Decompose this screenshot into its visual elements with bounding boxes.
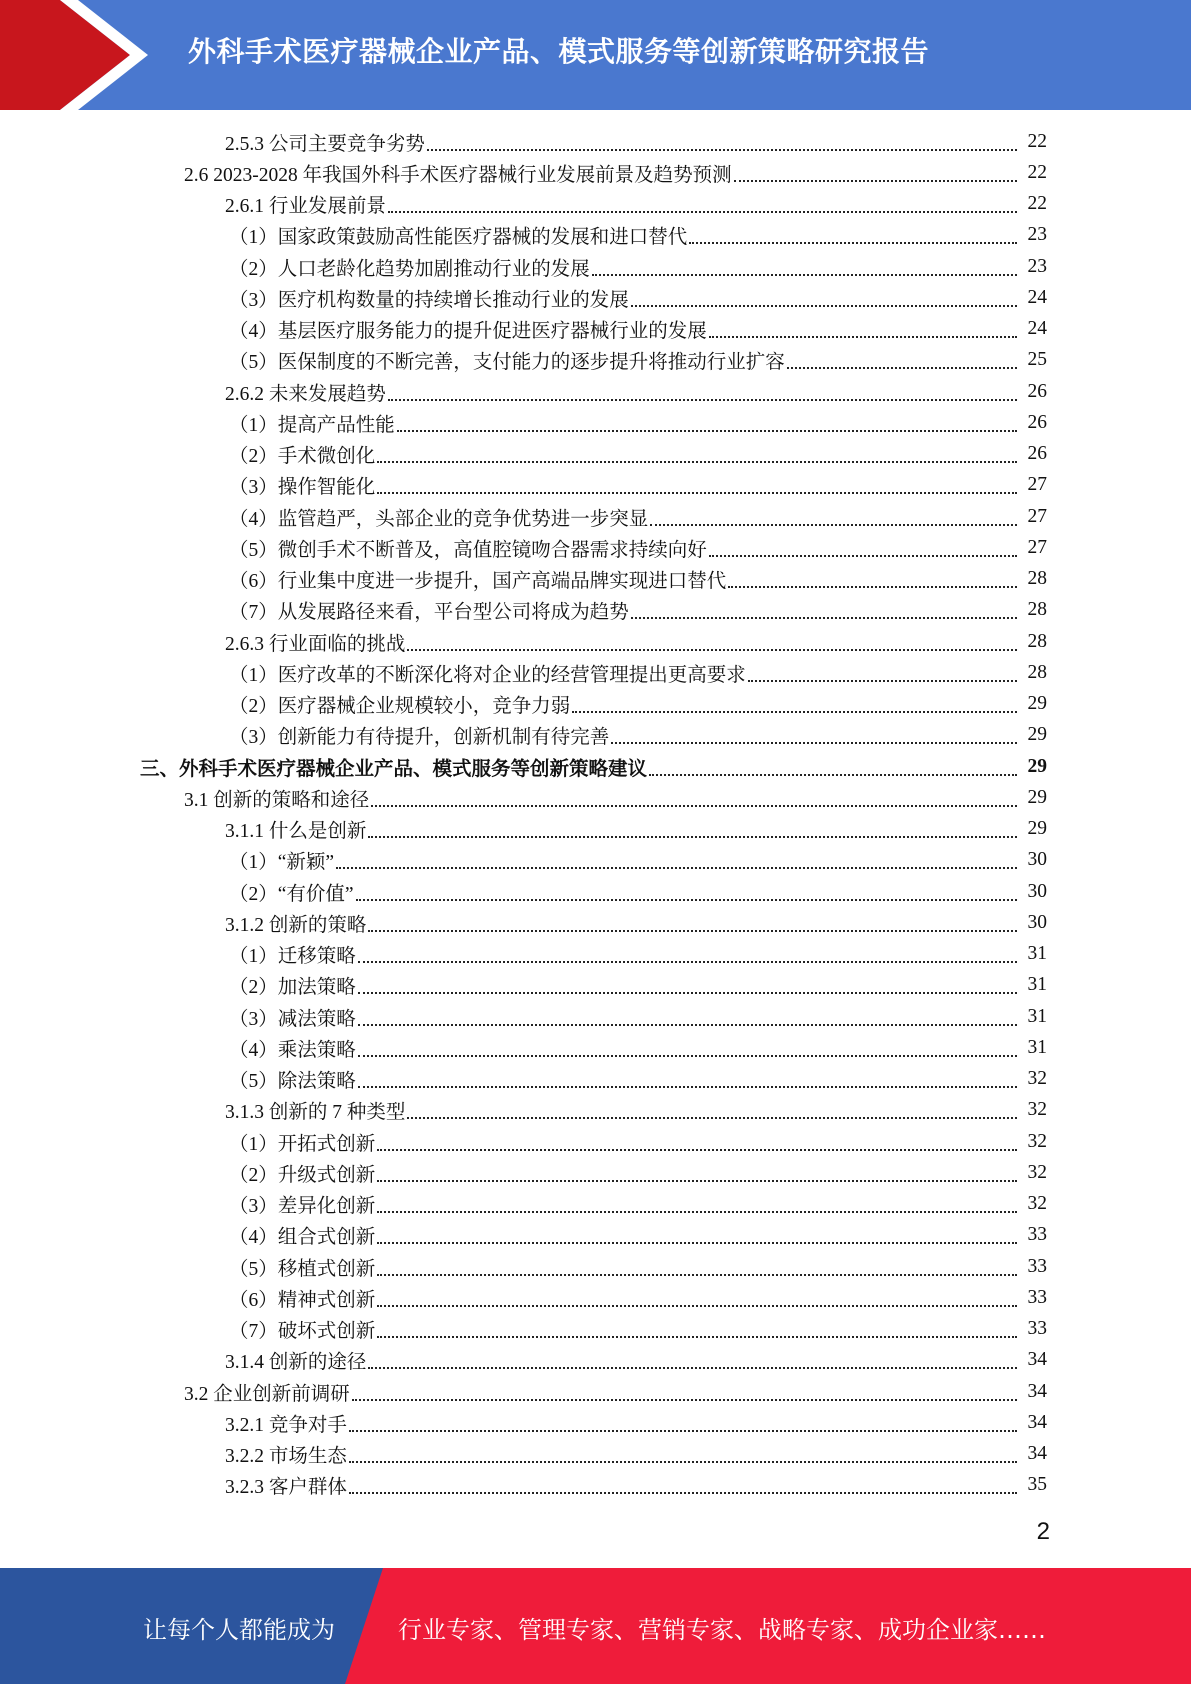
toc-dot-leader: [358, 972, 1017, 994]
toc-dot-leader: [592, 254, 1017, 276]
toc-entry[interactable]: [0, 1439, 1191, 1470]
toc-entry[interactable]: [0, 376, 1191, 407]
toc-entry-title: （7）从发展路径来看，平台型公司将成为趋势: [229, 602, 629, 624]
toc-entry-page: 30: [1027, 911, 1047, 933]
toc-dot-leader: [407, 1097, 1017, 1119]
toc-entry-page: 27: [1027, 505, 1047, 527]
toc-entry-title: 3.2 企业创新前调研: [184, 1383, 350, 1405]
toc-dot-leader: [427, 129, 1017, 151]
toc-entry[interactable]: [0, 470, 1191, 501]
toc-entry-page: 23: [1027, 224, 1047, 246]
toc-entry-page: 29: [1027, 786, 1047, 808]
toc-entry-title: （2）人口老龄化趋势加剧推动行业的发展: [229, 258, 590, 280]
toc-entry-title: （5）微创手术不断普及，高值腔镜吻合器需求持续向好: [229, 539, 707, 561]
toc-entry-title: 3.1.2 创新的策略: [225, 914, 367, 936]
toc-entry[interactable]: [0, 626, 1191, 657]
toc-entry-title: （2）手术微创化: [229, 446, 376, 468]
toc-entry-title: （1）迁移策略: [229, 946, 356, 968]
toc-entry-page: 27: [1027, 474, 1047, 496]
toc-entry-page: 24: [1027, 286, 1047, 308]
toc-dot-leader: [349, 1441, 1017, 1463]
toc-entry-page: 34: [1027, 1349, 1047, 1371]
toc-entry[interactable]: [0, 689, 1191, 720]
toc-entry-page: 25: [1027, 349, 1047, 371]
toc-entry-title: 3.1.3 创新的 7 种类型: [225, 1102, 406, 1124]
toc-dot-leader: [358, 1035, 1017, 1057]
toc-entry-page: 26: [1027, 443, 1047, 465]
toc-entry-title: （5）除法策略: [229, 1071, 356, 1093]
toc-entry-page: 34: [1027, 1411, 1047, 1433]
toc-entry[interactable]: [0, 157, 1191, 188]
toc-entry-title: （4）乘法策略: [229, 1039, 356, 1061]
toc-entry-page: 29: [1027, 724, 1047, 746]
toc-entry-title: （1）提高产品性能: [229, 414, 395, 436]
toc-entry[interactable]: [0, 1407, 1191, 1438]
toc-entry[interactable]: [0, 1032, 1191, 1063]
toc-entry[interactable]: [0, 845, 1191, 876]
toc-dot-leader: [748, 660, 1017, 682]
toc-dot-leader: [377, 1285, 1017, 1307]
toc-entry-page: 31: [1027, 974, 1047, 996]
toc-entry-title: 3.1.4 创新的途径: [225, 1352, 367, 1374]
footer-slogan-right: 行业专家、管理专家、营销专家、战略专家、成功企业家……: [398, 1616, 1046, 1644]
toc-entry[interactable]: [0, 1470, 1191, 1501]
toc-dot-leader: [356, 879, 1017, 901]
toc-entry-page: 29: [1027, 693, 1047, 715]
toc-entry[interactable]: [0, 782, 1191, 813]
toc-entry-title: 3.1 创新的策略和途径: [184, 789, 370, 811]
toc-dot-leader: [388, 379, 1017, 401]
toc-dot-leader: [358, 1004, 1017, 1026]
toc-entry-title: （4）监管趋严，头部企业的竞争优势进一步突显: [229, 508, 649, 530]
toc-entry[interactable]: [0, 1376, 1191, 1407]
toc-entry-page: 28: [1027, 568, 1047, 590]
toc-entry-page: 29: [1027, 818, 1047, 840]
toc-dot-leader: [349, 1472, 1017, 1494]
page-number: 2: [1036, 1518, 1050, 1545]
toc-entry-page: 22: [1027, 193, 1047, 215]
toc-entry[interactable]: [0, 1345, 1191, 1376]
toc-entry-title: 2.6.1 行业发展前景: [225, 196, 386, 218]
toc-entry-page: 35: [1027, 1474, 1047, 1496]
toc-entry-title: （1）国家政策鼓励高性能医疗器械的发展和进口替代: [229, 227, 688, 249]
toc-entry[interactable]: [0, 1157, 1191, 1188]
toc-entry[interactable]: [0, 251, 1191, 282]
toc-entry[interactable]: [0, 1126, 1191, 1157]
toc-dot-leader: [368, 816, 1017, 838]
toc-entry-title: 2.6 2023-2028 年我国外科手术医疗器械行业发展前景及趋势预测: [184, 164, 732, 186]
toc-entry[interactable]: [0, 126, 1191, 157]
toc-dot-leader: [377, 1316, 1017, 1338]
toc-entry-page: 30: [1027, 880, 1047, 902]
toc-entry-title: 3.1.1 什么是创新: [225, 821, 367, 843]
toc-entry-title: （2）升级式创新: [229, 1164, 376, 1186]
table-of-contents: [0, 126, 1191, 1501]
toc-entry-title: （3）差异化创新: [229, 1196, 376, 1218]
toc-dot-leader: [377, 472, 1017, 494]
toc-entry[interactable]: [0, 1282, 1191, 1313]
toc-dot-leader: [377, 1129, 1017, 1151]
toc-entry-title: （4）基层医疗服务能力的提升促进医疗器械行业的发展: [229, 321, 707, 343]
toc-entry-title: （1）医疗改革的不断深化将对企业的经营管理提出更高要求: [229, 664, 746, 686]
toc-dot-leader: [407, 629, 1017, 651]
toc-entry-page: 34: [1027, 1380, 1047, 1402]
toc-entry[interactable]: [0, 345, 1191, 376]
toc-dot-leader: [358, 1066, 1017, 1088]
toc-entry[interactable]: [0, 407, 1191, 438]
toc-entry-page: 22: [1027, 130, 1047, 152]
toc-dot-leader: [377, 1191, 1017, 1213]
toc-entry[interactable]: [0, 1095, 1191, 1126]
toc-dot-leader: [728, 566, 1017, 588]
toc-entry[interactable]: [0, 1189, 1191, 1220]
toc-entry-title: （2）医疗器械企业规模较小，竞争力弱: [229, 696, 571, 718]
toc-entry-page: 26: [1027, 380, 1047, 402]
toc-entry-title: （1）“新颖”: [229, 852, 335, 874]
toc-entry[interactable]: [0, 1314, 1191, 1345]
toc-entry-page: 32: [1027, 1161, 1047, 1183]
toc-entry-title: （5）移植式创新: [229, 1258, 376, 1280]
toc-dot-leader: [649, 754, 1017, 776]
toc-dot-leader: [631, 285, 1017, 307]
toc-entry-title: 3.2.1 竞争对手: [225, 1414, 347, 1436]
toc-entry[interactable]: [0, 595, 1191, 626]
toc-entry[interactable]: [0, 970, 1191, 1001]
toc-dot-leader: [358, 941, 1017, 963]
toc-entry-title: 3.2.3 客户群体: [225, 1477, 347, 1499]
toc-entry[interactable]: [0, 314, 1191, 345]
toc-entry-page: 33: [1027, 1224, 1047, 1246]
toc-entry-page: 32: [1027, 1068, 1047, 1090]
toc-entry-page: 33: [1027, 1318, 1047, 1340]
toc-dot-leader: [709, 316, 1017, 338]
toc-entry[interactable]: [0, 1251, 1191, 1282]
toc-dot-leader: [709, 535, 1017, 557]
toc-entry-title: （1）开拓式创新: [229, 1133, 376, 1155]
toc-dot-leader: [388, 191, 1017, 213]
toc-entry-page: 33: [1027, 1255, 1047, 1277]
toc-entry[interactable]: [0, 564, 1191, 595]
toc-dot-leader: [377, 441, 1017, 463]
toc-entry[interactable]: [0, 876, 1191, 907]
toc-entry[interactable]: [0, 439, 1191, 470]
toc-dot-leader: [397, 410, 1017, 432]
toc-entry[interactable]: [0, 1001, 1191, 1032]
toc-dot-leader: [336, 847, 1017, 869]
toc-entry-title: （2）加法策略: [229, 977, 356, 999]
toc-entry-page: 31: [1027, 943, 1047, 965]
toc-entry-title: 3.2.2 市场生态: [225, 1446, 347, 1468]
toc-dot-leader: [349, 1410, 1017, 1432]
toc-dot-leader: [787, 347, 1017, 369]
toc-entry-page: 31: [1027, 1005, 1047, 1027]
toc-entry[interactable]: [0, 907, 1191, 938]
toc-entry-page: 29: [1027, 755, 1047, 777]
toc-entry-title: （3）创新能力有待提升，创新机制有待完善: [229, 727, 610, 749]
toc-entry-title: 2.6.2 未来发展趋势: [225, 383, 386, 405]
page-header: [0, 0, 1191, 110]
toc-entry[interactable]: [0, 751, 1191, 782]
toc-entry-page: 28: [1027, 599, 1047, 621]
toc-entry-title: （4）组合式创新: [229, 1227, 376, 1249]
toc-entry-title: （6）行业集中度进一步提升，国产高端品牌实现进口替代: [229, 571, 727, 593]
toc-entry-page: 33: [1027, 1286, 1047, 1308]
toc-dot-leader: [368, 910, 1017, 932]
toc-entry[interactable]: [0, 220, 1191, 251]
toc-entry-title: 2.6.3 行业面临的挑战: [225, 633, 406, 655]
toc-entry-page: 28: [1027, 630, 1047, 652]
page-footer: [0, 1568, 1191, 1684]
toc-entry-page: 28: [1027, 661, 1047, 683]
toc-dot-leader: [352, 1379, 1017, 1401]
toc-entry[interactable]: [0, 282, 1191, 313]
toc-entry-title: （7）破坏式创新: [229, 1321, 376, 1343]
toc-entry-page: 23: [1027, 255, 1047, 277]
toc-entry-page: 34: [1027, 1443, 1047, 1465]
toc-dot-leader: [377, 1222, 1017, 1244]
toc-entry-page: 31: [1027, 1036, 1047, 1058]
toc-entry-page: 30: [1027, 849, 1047, 871]
toc-entry-title: （3）操作智能化: [229, 477, 376, 499]
toc-entry-title: 三、外科手术医疗器械企业产品、模式服务等创新策略建议: [140, 758, 648, 780]
toc-entry-title: （6）精神式创新: [229, 1289, 376, 1311]
toc-entry-page: 27: [1027, 536, 1047, 558]
toc-dot-leader: [377, 1160, 1017, 1182]
toc-entry-page: 26: [1027, 411, 1047, 433]
toc-dot-leader: [371, 785, 1017, 807]
toc-entry[interactable]: [0, 189, 1191, 220]
toc-dot-leader: [650, 504, 1017, 526]
toc-entry-title: （5）医保制度的不断完善，支付能力的逐步提升将推动行业扩容: [229, 352, 785, 374]
toc-dot-leader: [572, 691, 1017, 713]
toc-entry[interactable]: [0, 939, 1191, 970]
toc-entry-page: 32: [1027, 1193, 1047, 1215]
toc-entry[interactable]: [0, 814, 1191, 845]
toc-entry[interactable]: [0, 1220, 1191, 1251]
toc-dot-leader: [368, 1347, 1017, 1369]
toc-dot-leader: [689, 222, 1017, 244]
toc-dot-leader: [611, 722, 1017, 744]
toc-dot-leader: [734, 160, 1017, 182]
toc-entry-title: （2）“有价值”: [229, 883, 354, 905]
toc-dot-leader: [631, 597, 1017, 619]
toc-entry[interactable]: [0, 720, 1191, 751]
footer-slogan-left: 让每个人都能成为: [143, 1616, 335, 1644]
report-title: 外科手术医疗器械企业产品、模式服务等创新策略研究报告: [188, 35, 930, 68]
toc-entry[interactable]: [0, 657, 1191, 688]
toc-entry[interactable]: [0, 1064, 1191, 1095]
toc-entry-page: 22: [1027, 161, 1047, 183]
toc-entry[interactable]: [0, 501, 1191, 532]
red-arrow-decoration: [0, 0, 170, 110]
toc-entry-page: 32: [1027, 1099, 1047, 1121]
toc-entry[interactable]: [0, 532, 1191, 563]
toc-dot-leader: [377, 1254, 1017, 1276]
toc-entry-page: 32: [1027, 1130, 1047, 1152]
toc-entry-title: （3）医疗机构数量的持续增长推动行业的发展: [229, 289, 629, 311]
toc-entry-title: 2.5.3 公司主要竞争劣势: [225, 133, 425, 155]
toc-entry-page: 24: [1027, 318, 1047, 340]
toc-entry-title: （3）减法策略: [229, 1008, 356, 1030]
